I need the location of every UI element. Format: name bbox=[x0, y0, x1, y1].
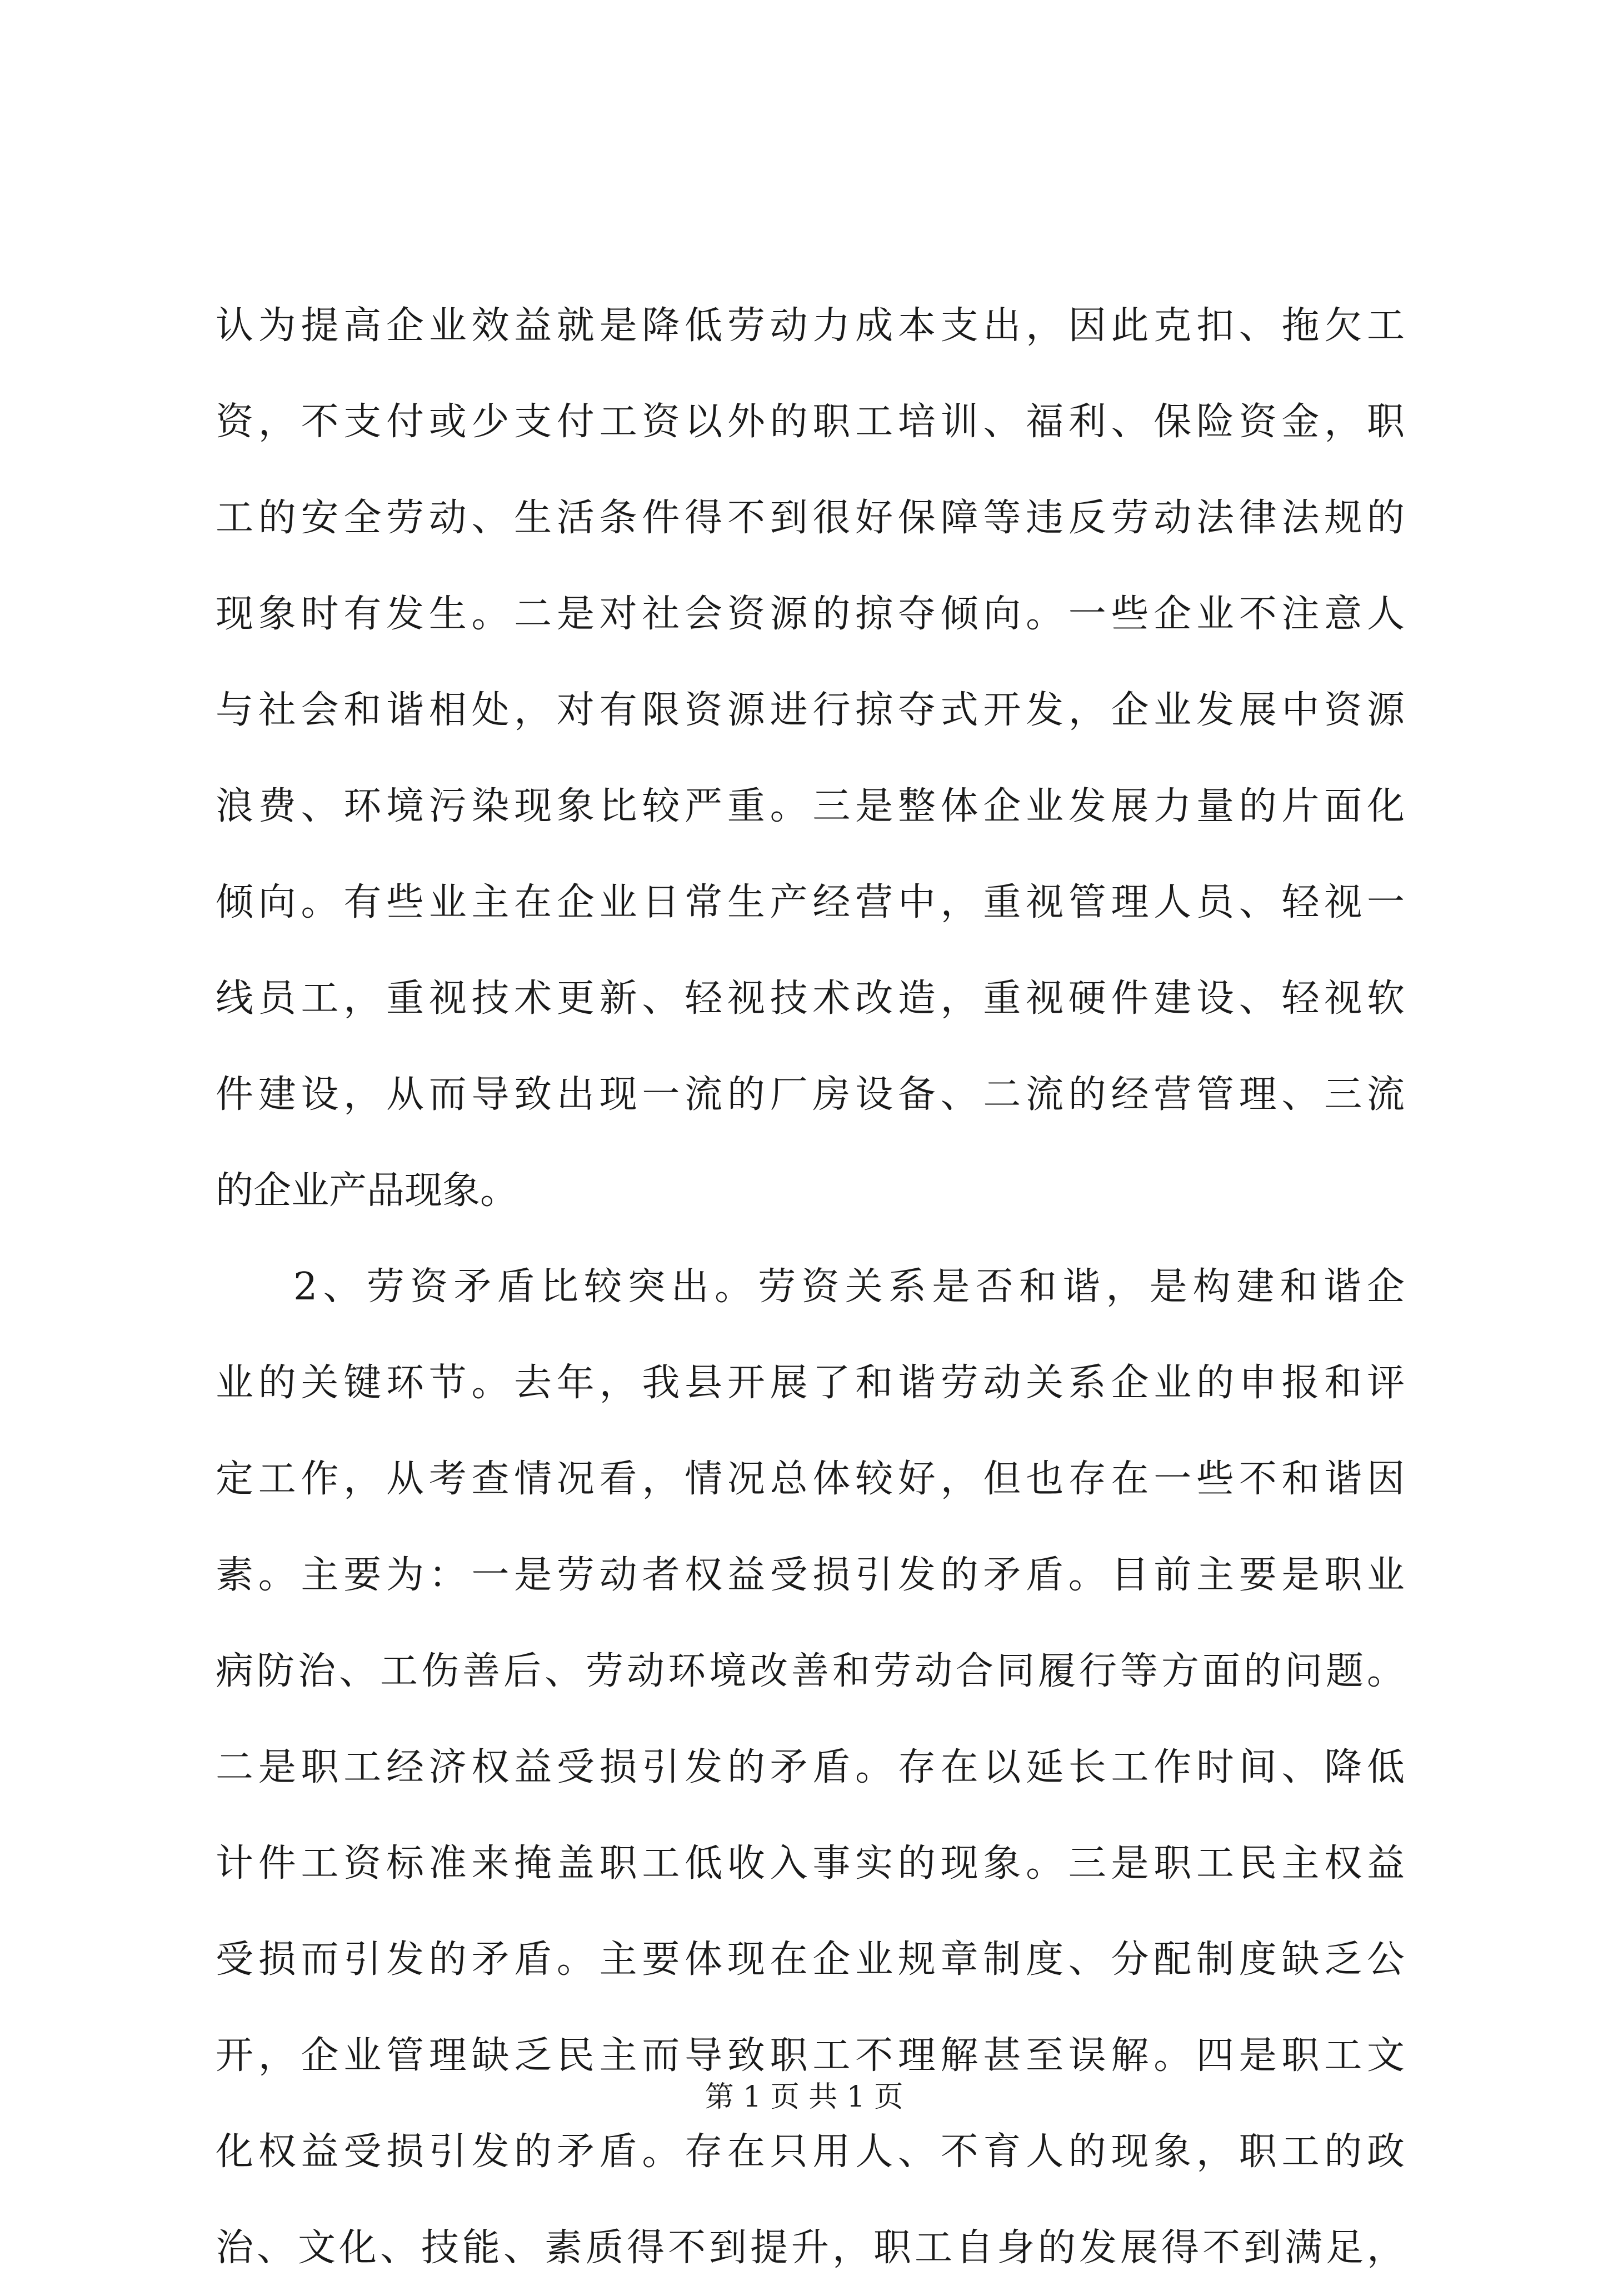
text-line-paragraph-start: 2、劳资矛盾比较突出。劳资关系是否和谐，是构建和谐企 bbox=[293, 1265, 1405, 1309]
text-line: 病防治、工伤善后、劳动环境改善和劳动合同履行等方面的问题。 bbox=[216, 1649, 1405, 1693]
text-line: 治、文化、技能、素质得不到提升，职工自身的发展得不到满足， bbox=[216, 2226, 1405, 2270]
text-line: 工的安全劳动、生活条件得不到很好保障等违反劳动法律法规的 bbox=[216, 496, 1405, 540]
text-line: 定工作，从考查情况看，情况总体较好，但也存在一些不和谐因 bbox=[216, 1457, 1405, 1501]
text-line: 线员工，重视技术更新、轻视技术改造，重视硬件建设、轻视软 bbox=[216, 977, 1405, 1021]
text-line: 的企业产品现象。 bbox=[216, 1169, 518, 1213]
text-line: 受损而引发的矛盾。主要体现在企业规章制度、分配制度缺乏公 bbox=[216, 1938, 1405, 1982]
document-body bbox=[216, 278, 1405, 2296]
text-line: 计件工资标准来掩盖职工低收入事实的现象。三是职工民主权益 bbox=[216, 1842, 1405, 1885]
text-line: 浪费、环境污染现象比较严重。三是整体企业发展力量的片面化 bbox=[216, 784, 1405, 828]
page-footer bbox=[0, 2078, 1608, 2117]
text-line: 业的关键环节。去年，我县开展了和谐劳动关系企业的申报和评 bbox=[216, 1361, 1405, 1405]
text-line: 现象时有发生。二是对社会资源的掠夺倾向。一些企业不注意人 bbox=[216, 592, 1405, 636]
text-line: 二是职工经济权益受损引发的矛盾。存在以延长工作时间、降低 bbox=[216, 1745, 1405, 1789]
text-line: 认为提高企业效益就是降低劳动力成本支出，因此克扣、拖欠工 bbox=[216, 304, 1405, 348]
text-line: 件建设，从而导致出现一流的厂房设备、二流的经营管理、三流 bbox=[216, 1073, 1405, 1117]
text-line: 倾向。有些业主在企业日常生产经营中，重视管理人员、轻视一 bbox=[216, 881, 1405, 924]
text-line: 与社会和谐相处，对有限资源进行掠夺式开发，企业发展中资源 bbox=[216, 688, 1405, 732]
page-number-label: 第 1 页 共 1 页 bbox=[705, 2080, 903, 2114]
text-line: 开，企业管理缺乏民主而导致职工不理解甚至误解。四是职工文 bbox=[216, 2034, 1405, 2078]
text-line: 化权益受损引发的矛盾。存在只用人、不育人的现象，职工的政 bbox=[216, 2130, 1405, 2174]
text-line: 素。主要为：一是劳动者权益受损引发的矛盾。目前主要是职业 bbox=[216, 1553, 1405, 1597]
text-line: 资，不支付或少支付工资以外的职工培训、福利、保险资金，职 bbox=[216, 400, 1405, 444]
